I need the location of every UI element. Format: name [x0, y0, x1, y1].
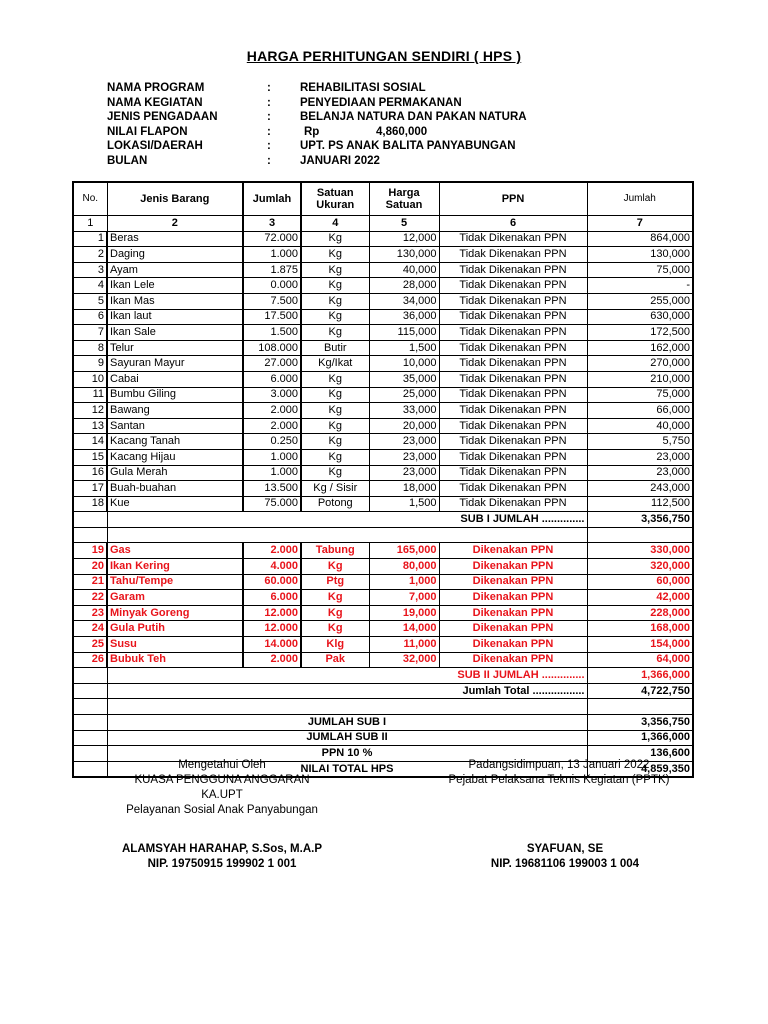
- item-no: 9: [73, 356, 107, 372]
- table-row: [73, 231, 693, 247]
- table-row: [73, 543, 693, 559]
- left-signature-block: [120, 758, 324, 818]
- item-price: 165,000: [369, 543, 439, 559]
- summary-row: [73, 730, 693, 746]
- header-no: No.: [73, 182, 107, 216]
- table-row: [73, 496, 693, 512]
- item-ppn: Tidak Dikenakan PPN: [439, 449, 587, 465]
- item-unit: Kg: [301, 621, 369, 637]
- item-total: 255,000: [587, 293, 693, 309]
- item-name: Bawang: [107, 403, 243, 419]
- total-row: [73, 683, 693, 699]
- item-ppn: Dikenakan PPN: [439, 574, 587, 590]
- item-qty: 6.000: [243, 590, 301, 606]
- item-name: Kacang Tanah: [107, 434, 243, 450]
- item-qty: 12.000: [243, 621, 301, 637]
- lokasi-label: LOKASI/DAERAH: [107, 140, 203, 153]
- sub2-row: [73, 668, 693, 684]
- empty-cell: [107, 527, 587, 543]
- colnum-cell: 2: [107, 216, 243, 232]
- item-name: Telur: [107, 340, 243, 356]
- item-unit: Tabung: [301, 543, 369, 559]
- empty-cell: [73, 715, 107, 731]
- item-name: Susu: [107, 637, 243, 653]
- item-price: 34,000: [369, 293, 439, 309]
- summary-label: JUMLAH SUB I: [107, 715, 587, 731]
- total-row-value: 4,722,750: [587, 683, 693, 699]
- item-qty: 108.000: [243, 340, 301, 356]
- item-qty: 0.000: [243, 278, 301, 294]
- item-no: 15: [73, 449, 107, 465]
- item-unit: Butir: [301, 340, 369, 356]
- table-row: [73, 387, 693, 403]
- item-price: 10,000: [369, 356, 439, 372]
- item-ppn: Tidak Dikenakan PPN: [439, 465, 587, 481]
- summary-label: PPN 10 %: [107, 746, 587, 762]
- item-total: 66,000: [587, 403, 693, 419]
- column-number-row: [73, 216, 693, 232]
- item-price: 40,000: [369, 262, 439, 278]
- item-qty: 3.000: [243, 387, 301, 403]
- item-qty: 13.500: [243, 481, 301, 497]
- summary-label: JUMLAH SUB II: [107, 730, 587, 746]
- item-no: 4: [73, 278, 107, 294]
- item-no: 14: [73, 434, 107, 450]
- sub2-row-value: 1,366,000: [587, 668, 693, 684]
- item-qty: 17.500: [243, 309, 301, 325]
- item-name: Gas: [107, 543, 243, 559]
- item-ppn: Tidak Dikenakan PPN: [439, 496, 587, 512]
- item-total: 130,000: [587, 247, 693, 263]
- item-ppn: Tidak Dikenakan PPN: [439, 434, 587, 450]
- item-no: 12: [73, 403, 107, 419]
- colon: :: [267, 140, 271, 153]
- item-name: Gula Putih: [107, 621, 243, 637]
- table-row: [73, 652, 693, 668]
- left-signatory-nip: NIP. 19750915 199902 1 001: [147, 858, 297, 870]
- item-unit: Kg: [301, 559, 369, 575]
- item-price: 32,000: [369, 652, 439, 668]
- colon: :: [267, 82, 271, 94]
- item-total: 42,000: [587, 590, 693, 606]
- item-ppn: Tidak Dikenakan PPN: [439, 418, 587, 434]
- flapon-value: 4,860,000: [376, 125, 428, 138]
- item-no: 20: [73, 559, 107, 575]
- item-total: 154,000: [587, 637, 693, 653]
- item-unit: Kg: [301, 262, 369, 278]
- empty-cell: [107, 512, 439, 528]
- item-qty: 2.000: [243, 652, 301, 668]
- item-no: 21: [73, 574, 107, 590]
- empty-cell: [73, 668, 107, 684]
- item-name: Tahu/Tempe: [107, 574, 243, 590]
- item-total: 168,000: [587, 621, 693, 637]
- pengadaan-label: JENIS PENGADAAN: [107, 111, 218, 124]
- page-title: HARGA PERHITUNGAN SENDIRI ( HPS ): [246, 48, 522, 64]
- lokasi-value: UPT. PS ANAK BALITA PANYABUNGAN: [300, 140, 516, 153]
- item-unit: Kg / Sisir: [301, 481, 369, 497]
- empty-cell: [73, 730, 107, 746]
- item-price: 18,000: [369, 481, 439, 497]
- item-ppn: Tidak Dikenakan PPN: [439, 293, 587, 309]
- table-row: [73, 262, 693, 278]
- table-row: [73, 356, 693, 372]
- colon: :: [267, 96, 271, 109]
- item-unit: Kg: [301, 371, 369, 387]
- item-unit: Kg: [301, 309, 369, 325]
- item-name: Buah-buahan: [107, 481, 243, 497]
- item-price: 14,000: [369, 621, 439, 637]
- item-price: 28,000: [369, 278, 439, 294]
- table-row: [73, 559, 693, 575]
- right-sig-line1: Padangsidimpuan, 13 Januari 2022: [468, 759, 650, 771]
- table-row: [73, 418, 693, 434]
- item-price: 130,000: [369, 247, 439, 263]
- item-total: 23,000: [587, 449, 693, 465]
- item-price: 80,000: [369, 559, 439, 575]
- item-qty: 4.000: [243, 559, 301, 575]
- item-name: Bumbu Giling: [107, 387, 243, 403]
- item-ppn: Tidak Dikenakan PPN: [439, 340, 587, 356]
- item-qty: 72.000: [243, 231, 301, 247]
- sub1-row: [73, 512, 693, 528]
- item-unit: Kg: [301, 449, 369, 465]
- item-qty: 1.000: [243, 247, 301, 263]
- table-row: [73, 278, 693, 294]
- summary-value: 1,366,000: [587, 730, 693, 746]
- colon: :: [267, 125, 271, 138]
- left-signatory-name: ALAMSYAH HARAHAP, S.Sos, M.A.P: [121, 843, 322, 855]
- item-qty: 60.000: [243, 574, 301, 590]
- item-ppn: Tidak Dikenakan PPN: [439, 371, 587, 387]
- item-ppn: Tidak Dikenakan PPN: [439, 231, 587, 247]
- item-no: 11: [73, 387, 107, 403]
- bulan-label: BULAN: [107, 154, 148, 167]
- item-no: 13: [73, 418, 107, 434]
- item-name: Kacang Hijau: [107, 449, 243, 465]
- item-qty: 7.500: [243, 293, 301, 309]
- item-total: 320,000: [587, 559, 693, 575]
- table-row: [73, 449, 693, 465]
- table-row: [73, 340, 693, 356]
- item-price: 35,000: [369, 371, 439, 387]
- item-name: Ikan Kering: [107, 559, 243, 575]
- item-no: 10: [73, 371, 107, 387]
- item-no: 1: [73, 231, 107, 247]
- item-total: 23,000: [587, 465, 693, 481]
- spacer-row: [73, 527, 693, 543]
- item-qty: 0.250: [243, 434, 301, 450]
- sub1-row-value: 3,356,750: [587, 512, 693, 528]
- program-label: NAMA PROGRAM: [107, 82, 205, 94]
- item-unit: Kg: [301, 403, 369, 419]
- colon: :: [267, 154, 271, 167]
- item-no: 8: [73, 340, 107, 356]
- item-ppn: Dikenakan PPN: [439, 652, 587, 668]
- flapon-currency: Rp: [304, 125, 320, 138]
- table-row: [73, 605, 693, 621]
- item-ppn: Tidak Dikenakan PPN: [439, 481, 587, 497]
- total-row-label: Jumlah Total .................: [439, 683, 587, 699]
- table-row: [73, 621, 693, 637]
- sub2-row-label: SUB II JUMLAH ..............: [439, 668, 587, 684]
- item-no: 7: [73, 325, 107, 341]
- item-name: Daging: [107, 247, 243, 263]
- item-price: 7,000: [369, 590, 439, 606]
- summary-value: 4,859,350: [587, 761, 693, 777]
- item-unit: Kg: [301, 231, 369, 247]
- item-no: 17: [73, 481, 107, 497]
- item-ppn: Tidak Dikenakan PPN: [439, 262, 587, 278]
- item-unit: Kg/Ikat: [301, 356, 369, 372]
- item-qty: 1.500: [243, 325, 301, 341]
- item-no: 22: [73, 590, 107, 606]
- header-jumlah: Jumlah: [243, 182, 301, 216]
- item-total: 228,000: [587, 605, 693, 621]
- header-ppn: PPN: [439, 182, 587, 216]
- item-total: 172,500: [587, 325, 693, 341]
- colnum-cell: 4: [301, 216, 369, 232]
- item-unit: Kg: [301, 418, 369, 434]
- left-sig-line1: Mengetahui Oleh: [178, 759, 266, 771]
- item-unit: Kg: [301, 465, 369, 481]
- item-ppn: Dikenakan PPN: [439, 637, 587, 653]
- item-name: Ikan Mas: [107, 293, 243, 309]
- item-qty: 75.000: [243, 496, 301, 512]
- empty-cell: [73, 512, 107, 528]
- item-unit: Kg: [301, 434, 369, 450]
- item-name: Cabai: [107, 371, 243, 387]
- item-price: 1,500: [369, 496, 439, 512]
- item-price: 33,000: [369, 403, 439, 419]
- item-unit: Kg: [301, 325, 369, 341]
- item-total: 270,000: [587, 356, 693, 372]
- item-ppn: Dikenakan PPN: [439, 559, 587, 575]
- table-row: [73, 574, 693, 590]
- item-price: 20,000: [369, 418, 439, 434]
- colnum-cell: 6: [439, 216, 587, 232]
- item-ppn: Tidak Dikenakan PPN: [439, 309, 587, 325]
- item-total: 40,000: [587, 418, 693, 434]
- item-unit: Kg: [301, 293, 369, 309]
- table-row: [73, 481, 693, 497]
- item-ppn: Tidak Dikenakan PPN: [439, 387, 587, 403]
- item-qty: 2.000: [243, 418, 301, 434]
- left-sig-line3: KA.UPT: [201, 789, 243, 801]
- item-price: 1,500: [369, 340, 439, 356]
- item-ppn: Tidak Dikenakan PPN: [439, 278, 587, 294]
- item-price: 1,000: [369, 574, 439, 590]
- left-sig-line4: Pelayanan Sosial Anak Panyabungan: [126, 804, 318, 816]
- item-name: Bubuk Teh: [107, 652, 243, 668]
- item-unit: Kg: [301, 387, 369, 403]
- item-no: 6: [73, 309, 107, 325]
- item-qty: 2.000: [243, 403, 301, 419]
- left-signatory: [110, 842, 334, 872]
- empty-cell: [73, 683, 107, 699]
- item-name: Gula Merah: [107, 465, 243, 481]
- right-sig-line2: Pejabat Pelaksana Teknis Kegiatan (PPTK): [448, 774, 670, 786]
- colnum-cell: 7: [587, 216, 693, 232]
- flapon-label: NILAI FLAPON: [107, 125, 188, 138]
- colnum-cell: 5: [369, 216, 439, 232]
- table-row: [73, 434, 693, 450]
- item-name: Sayuran Mayur: [107, 356, 243, 372]
- table-header-row: [73, 182, 693, 216]
- item-no: 5: [73, 293, 107, 309]
- item-no: 25: [73, 637, 107, 653]
- item-qty: 2.000: [243, 543, 301, 559]
- item-ppn: Dikenakan PPN: [439, 590, 587, 606]
- summary-value: 136,600: [587, 746, 693, 762]
- item-unit: Klg: [301, 637, 369, 653]
- item-qty: 1.000: [243, 465, 301, 481]
- right-signatory-name: SYAFUAN, SE: [526, 843, 604, 855]
- item-total: -: [587, 278, 693, 294]
- header-satuan-ukuran: Satuan Ukuran: [301, 182, 369, 216]
- empty-cell: [73, 527, 107, 543]
- item-no: 16: [73, 465, 107, 481]
- item-total: 630,000: [587, 309, 693, 325]
- item-name: Beras: [107, 231, 243, 247]
- item-no: 26: [73, 652, 107, 668]
- item-price: 23,000: [369, 434, 439, 450]
- spacer-row: [73, 699, 693, 715]
- item-name: Ikan Sale: [107, 325, 243, 341]
- item-price: 36,000: [369, 309, 439, 325]
- program-value: REHABILITASI SOSIAL: [300, 82, 426, 94]
- item-name: Santan: [107, 418, 243, 434]
- kegiatan-label: NAMA KEGIATAN: [107, 96, 203, 109]
- item-no: 18: [73, 496, 107, 512]
- item-unit: Kg: [301, 247, 369, 263]
- item-unit: Kg: [301, 278, 369, 294]
- item-total: 75,000: [587, 387, 693, 403]
- table-row: [73, 247, 693, 263]
- item-total: 64,000: [587, 652, 693, 668]
- item-no: 2: [73, 247, 107, 263]
- empty-cell: [73, 761, 107, 777]
- item-ppn: Dikenakan PPN: [439, 605, 587, 621]
- item-price: 12,000: [369, 231, 439, 247]
- item-total: 864,000: [587, 231, 693, 247]
- table-row: [73, 465, 693, 481]
- header-jenis-barang: Jenis Barang: [107, 182, 243, 216]
- item-ppn: Tidak Dikenakan PPN: [439, 247, 587, 263]
- item-no: 3: [73, 262, 107, 278]
- item-price: 115,000: [369, 325, 439, 341]
- item-total: 210,000: [587, 371, 693, 387]
- item-total: 60,000: [587, 574, 693, 590]
- item-no: 23: [73, 605, 107, 621]
- item-name: Garam: [107, 590, 243, 606]
- item-ppn: Tidak Dikenakan PPN: [439, 403, 587, 419]
- empty-cell: [73, 746, 107, 762]
- right-signatory-nip: NIP. 19681106 199003 1 004: [490, 858, 640, 870]
- right-signatory: [470, 842, 660, 872]
- header-jumlah-total: Jumlah: [587, 182, 693, 216]
- item-total: 112,500: [587, 496, 693, 512]
- table-row: [73, 293, 693, 309]
- colon: :: [267, 111, 271, 124]
- right-signature-block: [440, 758, 678, 788]
- table-row: [73, 371, 693, 387]
- item-ppn: Dikenakan PPN: [439, 621, 587, 637]
- header-harga-satuan: Harga Satuan: [369, 182, 439, 216]
- item-total: 162,000: [587, 340, 693, 356]
- table-row: [73, 590, 693, 606]
- item-total: 5,750: [587, 434, 693, 450]
- item-qty: 1.875: [243, 262, 301, 278]
- item-unit: Kg: [301, 590, 369, 606]
- item-qty: 1.000: [243, 449, 301, 465]
- item-price: 23,000: [369, 449, 439, 465]
- table-row: [73, 637, 693, 653]
- empty-cell: [107, 699, 587, 715]
- empty-cell: [73, 699, 107, 715]
- pengadaan-value: BELANJA NATURA DAN PAKAN NATURA: [300, 111, 527, 124]
- table-row: [73, 403, 693, 419]
- item-price: 11,000: [369, 637, 439, 653]
- item-unit: Potong: [301, 496, 369, 512]
- item-qty: 14.000: [243, 637, 301, 653]
- item-ppn: Dikenakan PPN: [439, 543, 587, 559]
- empty-cell: [587, 527, 693, 543]
- colnum-cell: 1: [73, 216, 107, 232]
- item-price: 25,000: [369, 387, 439, 403]
- summary-value: 3,356,750: [587, 715, 693, 731]
- item-unit: Kg: [301, 605, 369, 621]
- item-total: 330,000: [587, 543, 693, 559]
- colnum-cell: 3: [243, 216, 301, 232]
- item-price: 19,000: [369, 605, 439, 621]
- item-name: Ayam: [107, 262, 243, 278]
- item-ppn: Tidak Dikenakan PPN: [439, 325, 587, 341]
- item-ppn: Tidak Dikenakan PPN: [439, 356, 587, 372]
- item-total: 243,000: [587, 481, 693, 497]
- item-price: 23,000: [369, 465, 439, 481]
- empty-cell: [107, 668, 439, 684]
- table-row: [73, 325, 693, 341]
- item-unit: Ptg: [301, 574, 369, 590]
- hps-table: [72, 181, 694, 778]
- sub1-row-label: SUB I JUMLAH ..............: [439, 512, 587, 528]
- item-name: Ikan Lele: [107, 278, 243, 294]
- item-name: Ikan laut: [107, 309, 243, 325]
- item-qty: 12.000: [243, 605, 301, 621]
- item-no: 24: [73, 621, 107, 637]
- item-qty: 6.000: [243, 371, 301, 387]
- item-qty: 27.000: [243, 356, 301, 372]
- table-row: [73, 309, 693, 325]
- empty-cell: [587, 699, 693, 715]
- item-total: 75,000: [587, 262, 693, 278]
- kegiatan-value: PENYEDIAAN PERMAKANAN: [300, 96, 462, 109]
- item-no: 19: [73, 543, 107, 559]
- item-name: Minyak Goreng: [107, 605, 243, 621]
- bulan-value: JANUARI 2022: [300, 154, 380, 167]
- empty-cell: [107, 683, 439, 699]
- item-name: Kue: [107, 496, 243, 512]
- item-unit: Pak: [301, 652, 369, 668]
- summary-label: NILAI TOTAL HPS: [107, 761, 587, 777]
- left-sig-line2: KUASA PENGGUNA ANGGARAN: [134, 774, 310, 786]
- summary-row: [73, 715, 693, 731]
